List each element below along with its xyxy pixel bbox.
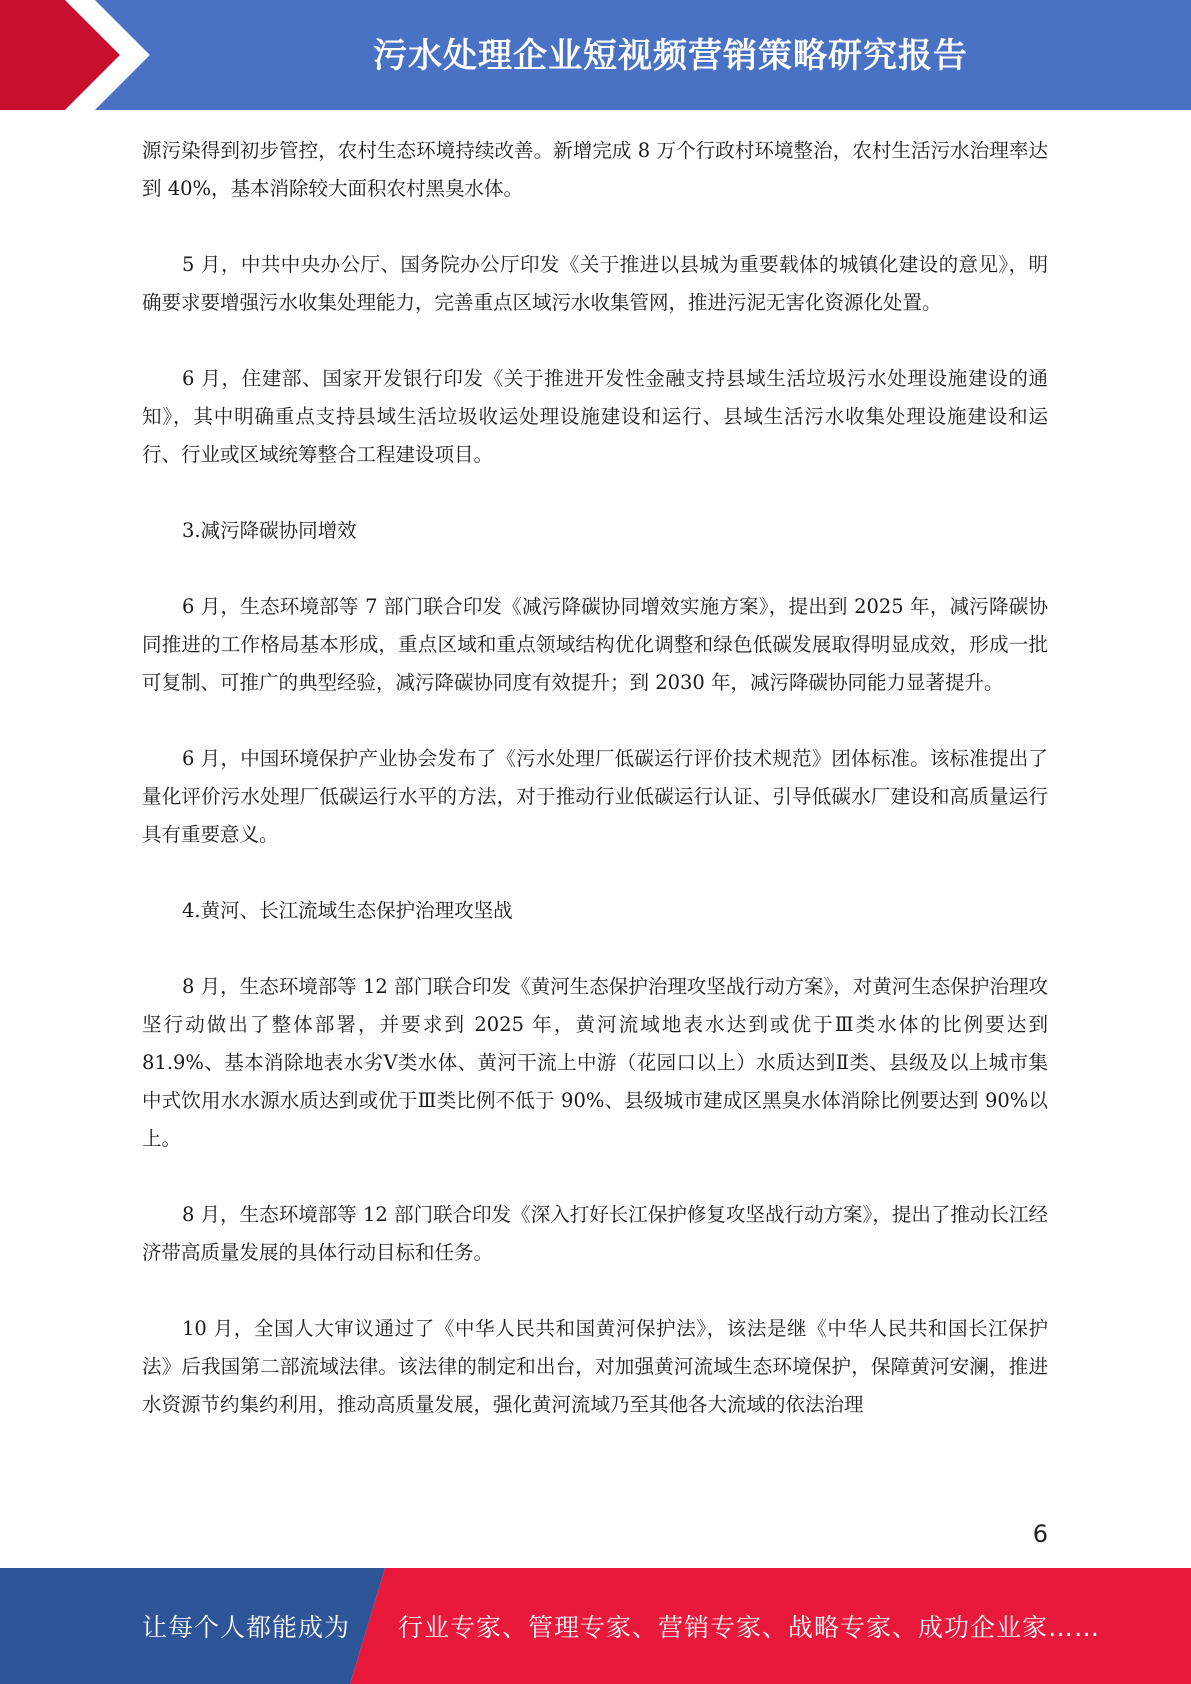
paragraph-june-county-facilities: 6 月，住建部、国家开发银行印发《关于推进开发性金融支持县域生活垃圾污水处理设施建设的通知》，其中明确重点支持县域生活垃圾收运处理设施建设和运行、县域生活污水收集处理设施建设和运行、行业或区域统筹整合工程建设项目。: [142, 367, 1048, 466]
paragraph-august-yangtze: 8 月，生态环境部等 12 部门联合印发《深入打好长江保护修复攻坚战行动方案》，提出了推动长江经济带高质量发展的具体行动目标和任务。: [142, 1203, 1048, 1264]
paragraph-may-county-urbanization: 5 月，中共中央办公厅、国务院办公厅印发《关于推进以县城为重要载体的城镇化建设的意见》，明确要求要增强污水收集处理能力，完善重点区域污水收集管网，推进污泥无害化资源化处置。: [142, 253, 1048, 314]
paragraph-june-low-carbon-standard: 6 月，中国环境保护产业协会发布了《污水处理厂低碳运行评价技术规范》团体标准。该标准提出了量化评价污水处理厂低碳运行水平的方法，对于推动行业低碳运行认证、引导低碳水厂建设和高质量运行具有重要意义。: [142, 747, 1048, 846]
report-title: 污水处理企业短视频营销策略研究报告: [373, 36, 968, 76]
paragraph-october-yellow-river-law: 10 月，全国人大审议通过了《中华人民共和国黄河保护法》，该法是继《中华人民共和国长江保护法》后我国第二部流域法律。该法律的制定和出台，对加强黄河流域生态环境保护，保障黄河安澜，推进水资源节约集约利用，推动高质量发展，强化黄河流域乃至其他各大流域的依法治理: [142, 1317, 1048, 1416]
footer-slogan-right: 行业专家、管理专家、营销专家、战略专家、成功企业家……: [398, 1613, 1101, 1642]
paragraph-june-carbon-plan: 6 月，生态环境部等 7 部门联合印发《减污降碳协同增效实施方案》，提出到 2025 年，减污降碳协同推进的工作格局基本形成，重点区域和重点领域结构优化调整和绿色低碳发展取得明显成效，形成一批可复制、可推广的典型经验，减污降碳协同度有效提升；到 2030 年，减污降碳协同能力显著提升。: [142, 595, 1048, 694]
page-header: [0, 0, 1191, 110]
section-heading-pollution-carbon: 3.减污降碳协同增效: [182, 519, 357, 542]
header-arrow-decoration: [0, 0, 150, 110]
paragraph-august-yellow-river: 8 月，生态环境部等 12 部门联合印发《黄河生态保护治理攻坚战行动方案》，对黄河生态保护治理攻坚行动做出了整体部署，并要求到 2025 年，黄河流域地表水达到或优于Ⅲ类水体的比例要达到 81.9%、基本消除地表水劣Ⅴ类水体、黄河干流上中游（花园口以上）水质达到Ⅱ类、县级及以上城市集中式饮用水水源水质达到或优于Ⅲ类比例不低于 90%、县级城市建成区黑臭水体消除比例要达到 90%以上。: [142, 975, 1048, 1150]
paragraph-rural-pollution: 源污染得到初步管控，农村生态环境持续改善。新增完成 8 万个行政村环境整治，农村生活污水治理率达到 40%，基本消除较大面积农村黑臭水体。: [142, 139, 1048, 200]
page-footer: [0, 1568, 1191, 1684]
page-number: 6: [1032, 1520, 1048, 1548]
footer-slogan-left: 让每个人都能成为: [142, 1613, 351, 1642]
document-body: [142, 132, 1048, 1462]
section-heading-yellow-yangtze: 4.黄河、长江流域生态保护治理攻坚战: [182, 899, 513, 922]
